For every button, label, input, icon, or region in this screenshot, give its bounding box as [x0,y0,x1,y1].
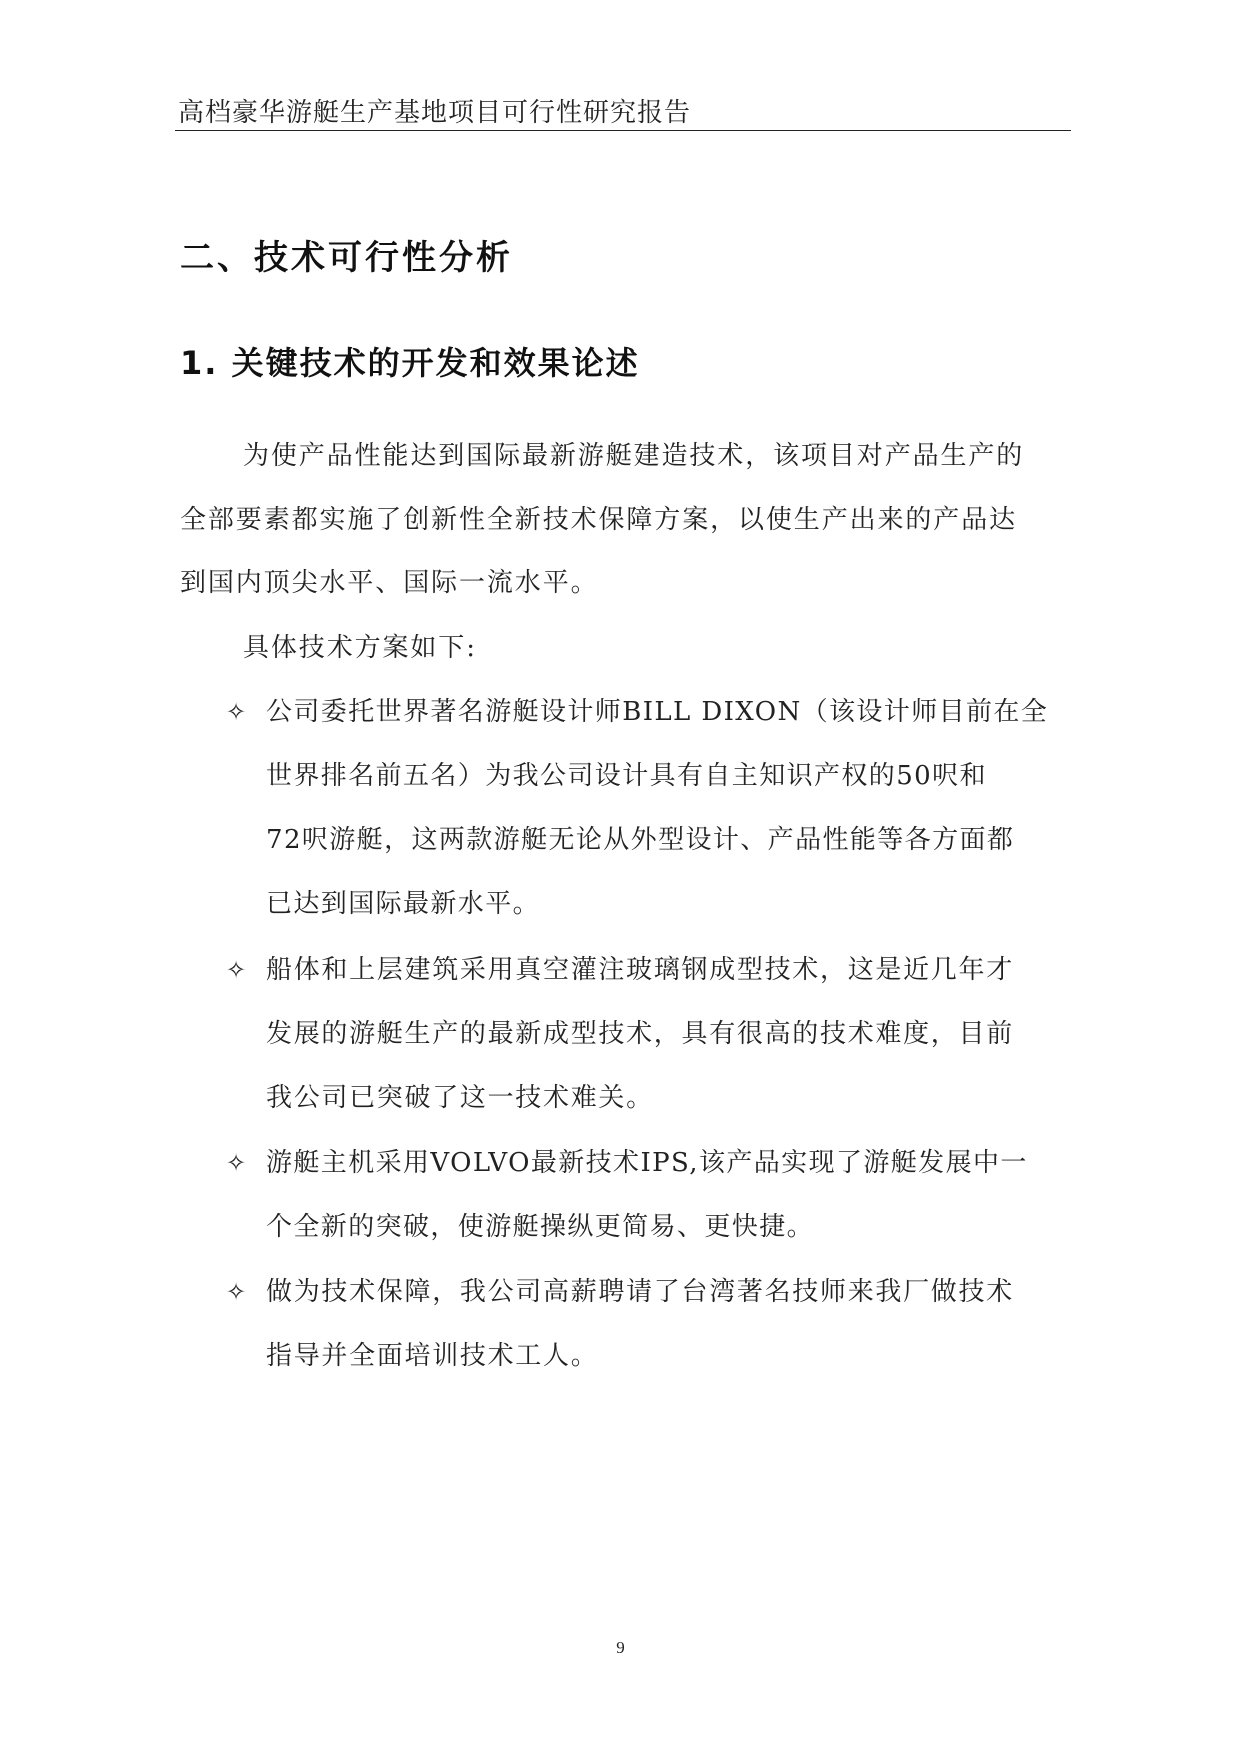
four-point-star-icon: ✧ [226,1278,247,1306]
page-header [175,86,1071,131]
bullet-1-line-4: 已达到国际最新水平。 [266,889,541,919]
four-point-star-icon: ✧ [226,956,247,984]
bullet-1-line-2: 世界排名前五名）为我公司设计具有自主知识产权的50呎和 [266,761,987,791]
bullet-3-line-2: 个全新的突破，使游艇操纵更简易、更快捷。 [266,1212,815,1242]
bullet-1-line-3: 72呎游艇，这两款游艇无论从外型设计、产品性能等各方面都 [266,825,1015,855]
page-number: 9 [616,1638,625,1657]
bullet-2-line-1: 船体和上层建筑采用真空灌注玻璃钢成型技术，这是近几年才 [266,955,1014,985]
intro-line-1: 为使产品性能达到国际最新游艇建造技术，该项目对产品生产的 [243,441,1025,471]
four-point-star-icon: ✧ [226,1149,247,1177]
bullet-1-line-1: 公司委托世界著名游艇设计师BILL DIXON（该设计师目前在全 [266,697,1049,727]
subsection-title: 1. 关键技术的开发和效果论述 [180,344,640,382]
bullet-2-line-3: 我公司已突破了这一技术难关。 [266,1083,654,1113]
intro-line-2: 全部要素都实施了创新性全新技术保障方案，以使生产出来的产品达 [180,505,1018,535]
bullet-3-line-1: 游艇主机采用VOLVO最新技术IPS,该产品实现了游艇发展中一 [266,1148,1028,1178]
bullet-4-line-1: 做为技术保障，我公司高薪聘请了台湾著名技师来我厂做技术 [266,1277,1014,1307]
document-title: 高档豪华游艇生产基地项目可行性研究报告 [178,98,692,128]
bullet-2-line-2: 发展的游艇生产的最新成型技术，具有很高的技术难度，目前 [266,1019,1014,1049]
bullet-4-line-2: 指导并全面培训技术工人。 [266,1341,599,1371]
section-title: 二、技术可行性分析 [180,238,513,278]
intro-line-3: 到国内顶尖水平、国际一流水平。 [180,568,599,598]
plan-heading: 具体技术方案如下: [243,633,477,663]
four-point-star-icon: ✧ [226,698,247,726]
